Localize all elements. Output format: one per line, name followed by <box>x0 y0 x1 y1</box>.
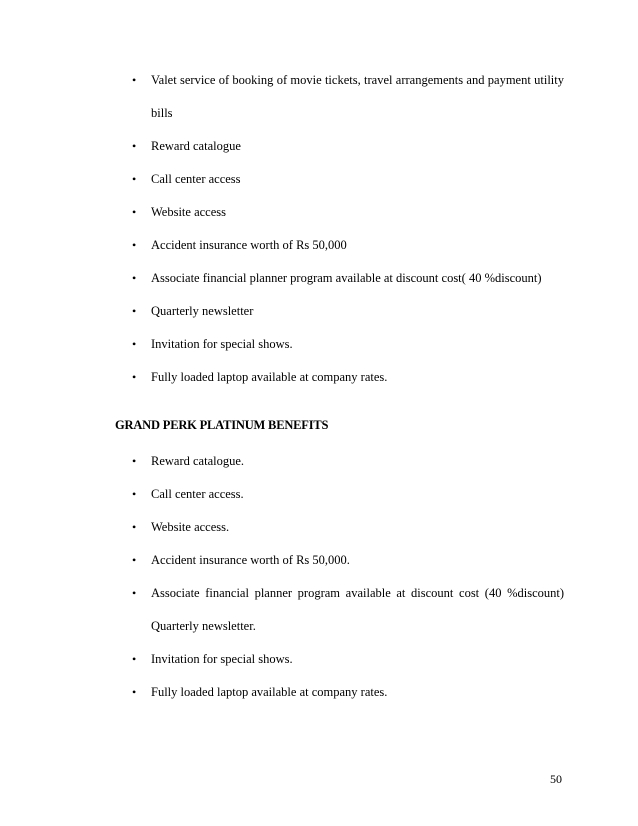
bullet-icon: • <box>132 304 137 318</box>
list-item-text: Call center access. <box>151 487 244 501</box>
list-item <box>0 445 638 478</box>
list-item <box>0 643 638 676</box>
bullet-icon: • <box>132 520 137 534</box>
list-item-text: Accident insurance worth of Rs 50,000 <box>151 238 347 252</box>
list-item <box>0 676 638 709</box>
bullet-icon: • <box>132 586 137 600</box>
list-item <box>0 361 638 394</box>
page-number: 50 <box>550 772 562 786</box>
list-item <box>0 130 638 163</box>
list-item <box>0 64 638 130</box>
bullet-icon: • <box>132 205 137 219</box>
section-heading: GRAND PERK PLATINUM BENEFITS <box>115 418 329 432</box>
bullet-icon: • <box>132 487 137 501</box>
list-item <box>0 544 638 577</box>
list-item-text: Associate financial planner program available at discount cost (40 %discount) Quarterly newsletter. <box>151 586 564 633</box>
list-item-text: Accident insurance worth of Rs 50,000. <box>151 553 350 567</box>
list-item <box>0 478 638 511</box>
bullet-icon: • <box>132 685 137 699</box>
bullet-icon: • <box>132 337 137 351</box>
list-item-text: Associate financial planner program available at discount cost( 40 %discount) <box>151 271 542 285</box>
bullet-icon: • <box>132 172 137 186</box>
bullet-icon: • <box>132 652 137 666</box>
list-item-text: Quarterly newsletter <box>151 304 254 318</box>
list-item-text: Reward catalogue <box>151 139 241 153</box>
bullet-icon: • <box>132 73 137 87</box>
platinum-benefits-list <box>0 445 638 709</box>
list-item <box>0 163 638 196</box>
list-item-text: Invitation for special shows. <box>151 337 293 351</box>
bullet-icon: • <box>132 238 137 252</box>
list-item-text: Call center access <box>151 172 241 186</box>
list-item <box>0 229 638 262</box>
bullet-icon: • <box>132 370 137 384</box>
list-item <box>0 577 638 643</box>
list-item <box>0 262 638 295</box>
bullet-icon: • <box>132 139 137 153</box>
list-item-text: Fully loaded laptop available at company rates. <box>151 685 388 699</box>
list-item-text: Invitation for special shows. <box>151 652 293 666</box>
list-item <box>0 295 638 328</box>
list-item-text: Valet service of booking of movie tickets, travel arrangements and payment utility bills <box>151 73 564 120</box>
list-item <box>0 196 638 229</box>
list-item-text: Website access. <box>151 520 230 534</box>
list-item <box>0 511 638 544</box>
bullet-icon: • <box>132 454 137 468</box>
bullet-icon: • <box>132 553 137 567</box>
list-item <box>0 328 638 361</box>
list-item-text: Website access <box>151 205 226 219</box>
bullet-icon: • <box>132 271 137 285</box>
benefits-list <box>0 64 638 394</box>
list-item-text: Reward catalogue. <box>151 454 245 468</box>
list-item-text: Fully loaded laptop available at company rates. <box>151 370 388 384</box>
